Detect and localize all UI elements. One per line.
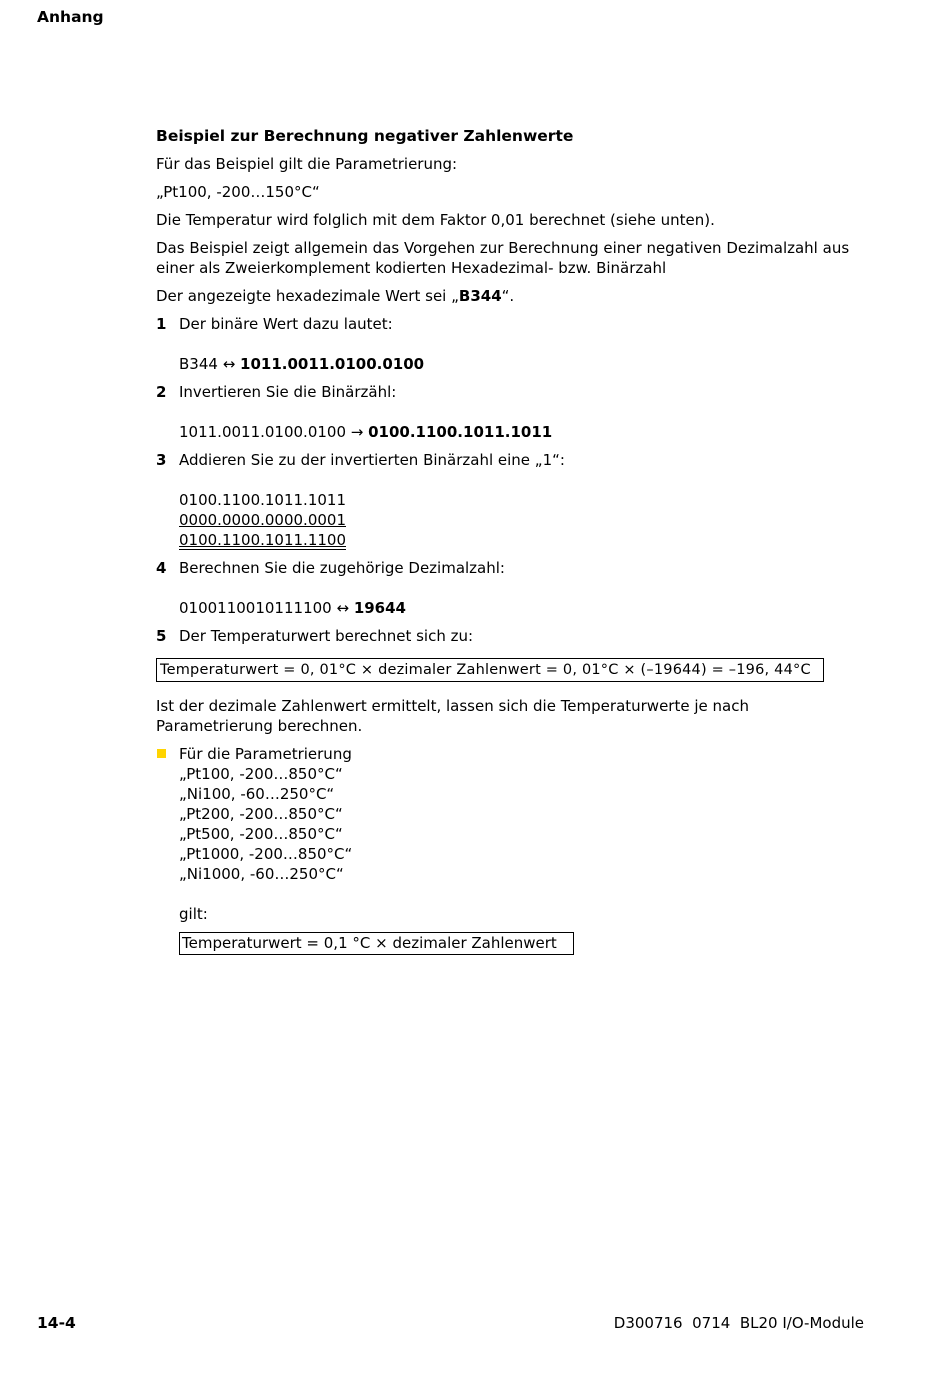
step-4 — [156, 558, 868, 578]
hex-value-line — [156, 286, 868, 306]
after-formula-paragraph: Ist der dezimale Zahlenwert ermittelt, lassen sich die Temperaturwerte je nach Parametrierung berechnen. — [156, 697, 749, 735]
gilt-label: gilt: — [179, 905, 208, 923]
step-text: Der binäre Wert dazu lautet: — [179, 315, 393, 333]
step-text: Addieren Sie zu der invertierten Binärzahl eine „1“: — [179, 451, 565, 469]
code-result: 1011.0011.0100.0100 — [240, 355, 425, 373]
parameter-item: „Ni100, -60…250°C“ — [179, 785, 335, 803]
step-4-code — [156, 598, 868, 618]
bullet-square-icon — [157, 749, 166, 758]
bullet-list-item — [156, 744, 868, 955]
step-2 — [156, 382, 868, 402]
parameter-item: „Pt500, -200…850°C“ — [179, 825, 343, 843]
step-5 — [156, 626, 868, 646]
step-number: 1 — [156, 315, 167, 333]
step-3-code — [156, 490, 868, 550]
code-prefix: 1011.0011.0100.0100 → — [179, 423, 369, 441]
step-text: Der Temperaturwert berechnet sich zu: — [179, 627, 474, 645]
section-header: Anhang — [37, 8, 104, 26]
parameter-item: „Ni1000, -60…250°C“ — [179, 865, 344, 883]
code-result: 0100.1100.1011.1011 — [368, 423, 553, 441]
intro-parameter: „Pt100, -200…150°C“ — [156, 183, 320, 201]
step-1 — [156, 314, 868, 334]
main-content — [156, 126, 868, 963]
hex-value-suffix: “. — [501, 287, 515, 305]
code-prefix: B344 ↔ — [179, 355, 241, 373]
document-id: D300716 0714 BL20 I/O-Module — [613, 1314, 864, 1332]
step-1-code — [156, 354, 868, 374]
formula-box-negative: Temperaturwert = 0, 01°C × dezimaler Zahlenwert = 0, 01°C × (–19644) = –196, 44°C — [156, 658, 824, 682]
code-result: 19644 — [353, 599, 406, 617]
parameter-item: „Pt100, -200…850°C“ — [179, 765, 343, 783]
parameter-item: „Pt1000, -200…850°C“ — [179, 845, 353, 863]
intro-paragraph-1: Für das Beispiel gilt die Parametrierung: — [156, 155, 458, 173]
binary-line-addend: 0000.0000.0000.0001 — [179, 511, 346, 529]
step-number: 5 — [156, 627, 167, 645]
intro-paragraph-4: Das Beispiel zeigt allgemein das Vorgehen zur Berechnung einer negativen Dezimalzahl aus einer als Zweierkomplement kodierten Hexadezimal- bzw. Binärzahl — [156, 239, 850, 277]
binary-line-sum: 0100.1100.1011.1100 — [179, 531, 346, 549]
step-number: 4 — [156, 559, 167, 577]
step-text: Invertieren Sie die Binärzähl: — [179, 383, 397, 401]
step-number: 3 — [156, 451, 167, 469]
step-text: Berechnen Sie die zugehörige Dezimalzahl: — [179, 559, 505, 577]
page-number: 14-4 — [37, 1314, 76, 1332]
parameter-item: „Pt200, -200…850°C“ — [179, 805, 343, 823]
step-2-code — [156, 422, 868, 442]
section-heading: Beispiel zur Berechnung negativer Zahlenwerte — [156, 127, 574, 145]
formula-box-factor: Temperaturwert = 0,1 °C × dezimaler Zahlenwert — [179, 932, 574, 955]
binary-line: 0100.1100.1011.1011 — [179, 491, 346, 509]
hex-value: B344 — [458, 287, 502, 305]
step-3 — [156, 450, 868, 470]
hex-value-prefix: Der angezeigte hexadezimale Wert sei „ — [156, 287, 459, 305]
intro-paragraph-3: Die Temperatur wird folglich mit dem Faktor 0,01 berechnet (siehe unten). — [156, 211, 715, 229]
step-number: 2 — [156, 383, 167, 401]
bullet-title: Für die Parametrierung — [179, 745, 352, 763]
code-prefix: 0100110010111100 ↔ — [179, 599, 354, 617]
